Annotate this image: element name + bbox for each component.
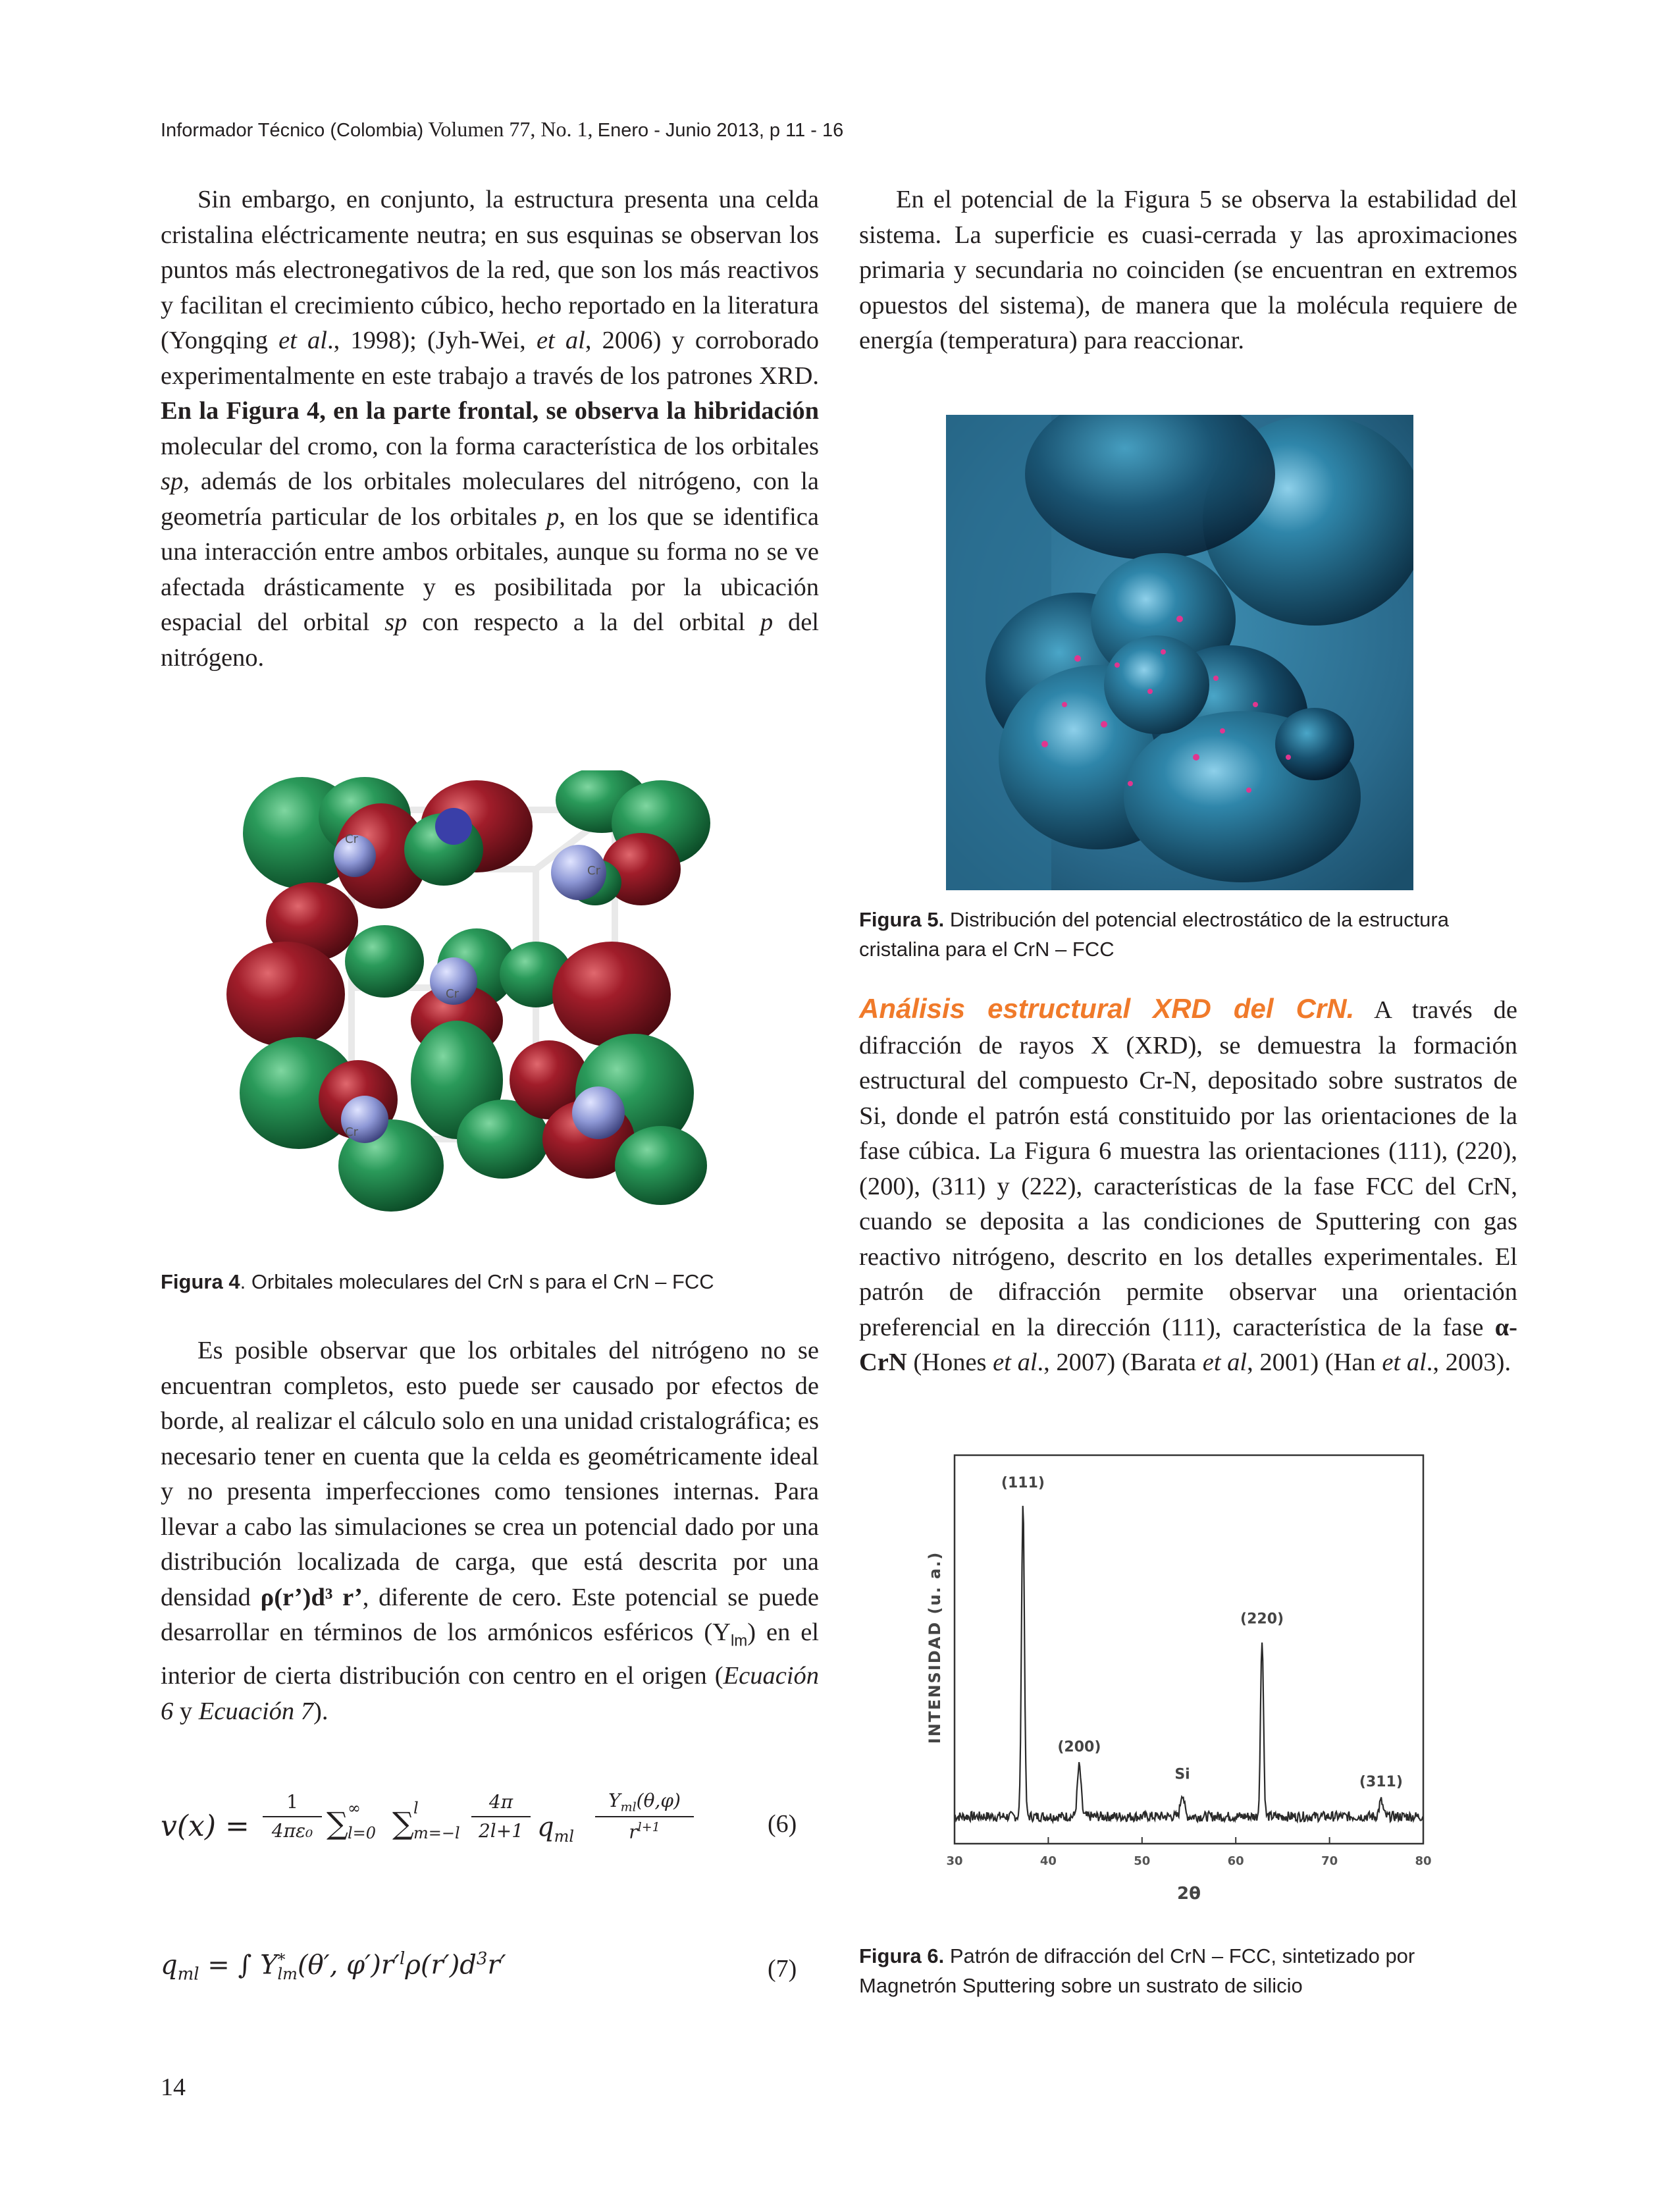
figure-4-caption: Figura 4. Orbitales moleculares del CrN s para el CrN – FCC — [161, 1270, 714, 1293]
journal-name: Informador Técnico (Colombia) — [161, 120, 424, 141]
figure-5-potential-image — [946, 415, 1413, 890]
x-tick-label: 80 — [1415, 1854, 1432, 1868]
journal-dates: Enero - Junio 2013, p 11 - 16 — [597, 120, 844, 141]
atom-label: Cr — [345, 832, 358, 846]
equation-7: $q_{ml}$ = ∫ Y * lm (θ′, $\varphi')r'^l\rho(r')d^3r'$ — [161, 1949, 506, 1985]
equation-6-number: (6) — [768, 1810, 797, 1838]
figure-6-caption: Figura 6. Patrón de difracción del CrN – FCC, sintetizado por Magnetrón Sputtering sobre un sustrato de silicio — [859, 1944, 1415, 1997]
right-paragraph-1: En el potencial de la Figura 5 se observa la estabilidad del sistema. La superficie es cuasi-cerrada y las aproximaciones primaria y secundaria no coinciden (se encuentran en extremos opuestos del sistema), de manera que la molécula requiere de energía (temperatura) para reaccionar. — [859, 186, 1517, 354]
journal-header — [161, 117, 885, 142]
right-paragraph-2: Análisis estructural XRD del CrN. A través de difracción de rayos X (XRD), se demuestra la formación estructural del compuesto Cr-N, depositado sobre sustratos de Si, donde el patrón está constituido por las orientaciones de la fase cúbica. La Figura 6 muestra las orientaciones (111), (220), (200), (311) y (222), características de la fase FCC del CrN, cuando se deposita a las condiciones de Sputtering con gas reactivo nitrógeno, descrito en los detalles experimentales. El patrón de difracción permite observar una orientación preferencial en la dirección (111), característica de la fase α-CrN (Hones et al., 2007) (Barata et al, 2001) (Han et al., 2003). — [859, 993, 1517, 1376]
peak-label: (111) — [1001, 1474, 1045, 1491]
peak-label: (200) — [1057, 1739, 1101, 1755]
cr-atom — [572, 1086, 625, 1139]
figure-6-xrd-chart — [914, 1430, 1460, 1917]
x-tick-label: 50 — [1134, 1854, 1151, 1868]
equation-6: v(x) = 1 4πε₀ ∑ ∞ l=0 ∑ l m=−l 4π 2l+1 $q_{ml}$ $Y_{ml}(\theta,\varphi)$ $r^{l+1}$ — [161, 1790, 700, 1862]
equation-7-number: (7) — [768, 1955, 797, 1983]
journal-volume: Volumen 77, No. 1, — [428, 117, 593, 141]
n-atom — [435, 808, 472, 845]
figure-5-caption: Figura 5. Distribución del potencial electrostático de la estructura cristalina para el CrN – FCC — [859, 908, 1449, 961]
atom-label: Cr — [345, 1125, 358, 1139]
left-paragraph-1: Sin embargo, en conjunto, la estructura presenta una celda cristalina eléctricamente neutra; en sus esquinas se observan los puntos más electronegativos de la red, que son los más reactivos y facilitan el crecimiento cúbico, hecho reportado en la literatura (Yongqing et al., 1998); (Jyh-Wei, et al, 2006) y corroborado experimentalmente en este trabajo a través de los patrones XRD. En la Figura 4, en la parte frontal, se observa la hibridación molecular del cromo, con la forma característica de los orbitales sp, además de los orbitales moleculares del nitrógeno, con la geometría particular de los orbitales p, en los que se identifica una interacción entre ambos orbitales, aunque su forma no se ve afectada drásticamente y es posibilitada por la ubicación espacial del orbital sp con respecto a la del orbital p del nitrógeno. — [161, 186, 820, 672]
section-title: Análisis estructural XRD del CrN. — [859, 993, 1355, 1024]
atom-label: Cr — [446, 987, 459, 1001]
y-axis-label: INTENSIDAD (u. a.) — [926, 1551, 944, 1744]
x-tick-label: 70 — [1321, 1854, 1338, 1868]
peak-label: Si — [1174, 1766, 1190, 1783]
x-tick-label: 30 — [946, 1854, 963, 1868]
page-number: 14 — [161, 2073, 186, 2101]
x-tick-label: 40 — [1039, 1854, 1057, 1868]
peak-label: (220) — [1240, 1611, 1284, 1628]
x-tick-label: 60 — [1227, 1854, 1244, 1868]
x-axis-label: 2θ — [1177, 1884, 1201, 1904]
figure-4-orbitals-image — [226, 770, 727, 1225]
peak-label: (311) — [1359, 1774, 1403, 1791]
left-paragraph-2: Es posible observar que los orbitales del nitrógeno no se encuentran completos, esto puede ser causado por efectos de borde, al realizar el cálculo solo en una unidad cristalográfica; es necesario tener en cuenta que la celda es geométricamente ideal y no presenta imperfecciones como tensiones internas. Para llevar a cabo las simulaciones se crea un potencial dado por una distribución localizada de carga, que está descrita por una densidad ρ(r’)d³ r’, diferente de cero. Este potencial se puede desarrollar en términos de los armónicos esféricos $(Y_{lm})$ en el interior de cierta distribución con centro en el origen (Ecuación 6 y Ecuación 7). — [161, 1337, 819, 1725]
atom-label: Cr — [587, 864, 600, 878]
